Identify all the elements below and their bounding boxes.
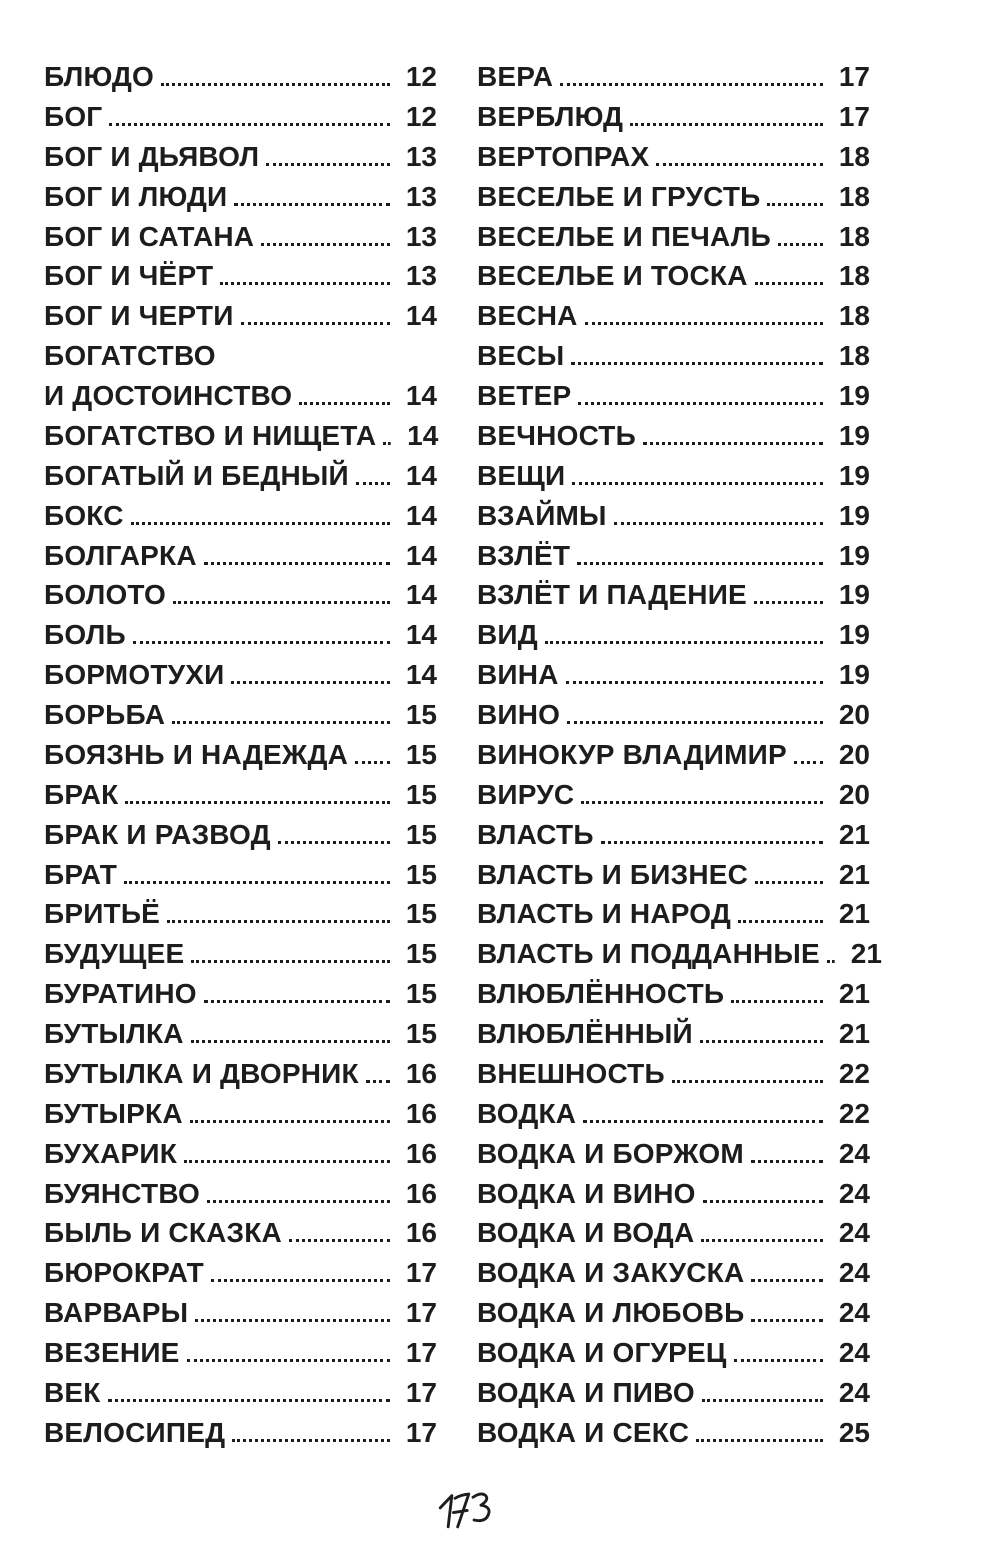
toc-entry-row	[477, 735, 870, 775]
toc-entry-label: БУТЫЛКА И ДВОРНИК	[44, 1057, 359, 1089]
dot-leader	[204, 1000, 390, 1003]
toc-entry-label: ВЕЩИ	[477, 459, 566, 491]
toc-entry-page-number: 14	[405, 459, 437, 491]
dot-leader	[794, 761, 823, 764]
toc-entry-page-number: 14	[405, 579, 437, 611]
toc-entry-label: ВЛАСТЬ И НАРОД	[477, 898, 732, 930]
toc-entry-page-number: 17	[838, 61, 870, 92]
toc-entry-label: ВЕЛОСИПЕД	[44, 1416, 226, 1448]
toc-entry-row	[477, 536, 870, 576]
dot-leader	[545, 641, 823, 644]
handwritten-173-glyphs	[436, 1489, 510, 1533]
dot-leader	[571, 362, 823, 365]
dot-leader	[751, 1279, 823, 1282]
toc-entry-page-number: 13	[405, 180, 437, 212]
toc-entry-label: БОГ И ДЬЯВОЛ	[44, 140, 260, 172]
toc-entry-row	[44, 376, 437, 416]
toc-entry-row	[477, 974, 870, 1014]
toc-entry-page-number: 15	[405, 778, 437, 810]
dot-leader	[241, 322, 390, 325]
toc-entry-page-number: 24	[838, 1137, 870, 1169]
dot-leader	[383, 442, 391, 445]
toc-entry-row	[477, 1054, 870, 1094]
toc-entry-row	[477, 336, 870, 376]
toc-entry-row	[44, 256, 437, 296]
dot-leader	[173, 601, 390, 604]
toc-entry-page-number: 24	[838, 1257, 870, 1289]
toc-entry-page-number: 24	[838, 1337, 870, 1368]
toc-entry-label: ВОДКА И СЕКС	[477, 1416, 690, 1448]
dot-leader	[696, 1439, 823, 1442]
toc-entry-page-number: 19	[838, 499, 870, 531]
toc-entry-row	[44, 655, 437, 695]
dot-leader	[578, 402, 823, 405]
dot-leader	[614, 522, 823, 525]
toc-entry-page-number: 14	[405, 300, 437, 332]
toc-entry-row	[44, 1054, 437, 1094]
toc-entry-page-number: 21	[838, 1018, 870, 1049]
toc-entry-row	[477, 615, 870, 655]
handwritten-page-number	[436, 1489, 510, 1533]
dot-leader	[827, 960, 835, 963]
toc-entry-label: БУДУЩЕЕ	[44, 938, 185, 970]
toc-entry-label: ВЕЗЕНИЕ	[44, 1337, 180, 1368]
toc-entry-label: ВОДКА И ПИВО	[477, 1376, 695, 1408]
dot-leader	[124, 881, 390, 884]
dot-leader	[172, 721, 390, 724]
toc-entry-row	[477, 575, 870, 615]
toc-entry-label: ВЛАСТЬ И БИЗНЕС	[477, 858, 749, 890]
toc-entry-row	[477, 1213, 870, 1253]
toc-entry-label: ВЛЮБЛЁННЫЙ	[477, 1018, 693, 1049]
toc-entry-row	[477, 177, 870, 217]
toc-entry-page-number: 17	[405, 1376, 437, 1408]
toc-entry-row	[44, 815, 437, 855]
dot-leader	[703, 1200, 823, 1203]
toc-entry-label: ВЛЮБЛЁННОСТЬ	[477, 978, 725, 1010]
toc-entry-label: ВЕРБЛЮД	[477, 100, 624, 132]
dot-leader	[572, 482, 823, 485]
toc-entry-page-number: 20	[838, 699, 870, 730]
toc-entry-label: БЛЮДО	[44, 61, 154, 92]
toc-entry-label: ВОДКА И ВИНО	[477, 1177, 696, 1209]
toc-entry-label: БОКС	[44, 499, 124, 531]
dot-leader	[702, 1399, 823, 1402]
toc-entry-page-number: 21	[838, 818, 870, 850]
toc-entry-page-number: 14	[407, 419, 439, 451]
dot-leader	[751, 1160, 823, 1163]
toc-entry-row	[44, 456, 437, 496]
toc-entry-label: БОГ И ЛЮДИ	[44, 180, 228, 212]
toc-entry-row	[477, 775, 870, 815]
dot-leader	[778, 243, 823, 246]
toc-entry-page-number: 19	[838, 539, 870, 571]
toc-entry-row	[477, 416, 870, 456]
toc-entry-row	[44, 217, 437, 257]
toc-entry-row	[44, 1373, 437, 1413]
dot-leader	[577, 562, 823, 565]
dot-leader	[234, 203, 390, 206]
toc-entry-page-number: 15	[405, 938, 437, 970]
toc-entry-row	[44, 1094, 437, 1134]
toc-entry-label: БРАК	[44, 778, 119, 810]
dot-leader	[211, 1279, 390, 1282]
toc-entry-page-number: 15	[405, 978, 437, 1010]
dot-leader	[583, 1120, 823, 1123]
dot-leader	[125, 801, 390, 804]
toc-entry-label: БРАТ	[44, 858, 118, 890]
toc-entry-page-number: 21	[838, 978, 870, 1010]
dot-leader	[754, 601, 823, 604]
toc-entry-label: ВЛАСТЬ И ПОДДАННЫЕ	[477, 938, 820, 970]
toc-entry-label: ВАРВАРЫ	[44, 1297, 189, 1329]
toc-entry-row	[477, 1094, 870, 1134]
toc-entry-row	[44, 1253, 437, 1293]
toc-entry-page-number: 14	[405, 499, 437, 531]
toc-entry-label: БОГ И САТАНА	[44, 220, 255, 252]
toc-entry-label: БЫЛЬ И СКАЗКА	[44, 1217, 282, 1249]
toc-entry-row	[477, 1174, 870, 1214]
toc-entry-row	[477, 1373, 870, 1413]
toc-entry-row	[44, 1293, 437, 1333]
toc-entry-page-number: 15	[405, 818, 437, 850]
toc-entry-page-number: 15	[405, 898, 437, 930]
toc-entry-label: ВЕТЕР	[477, 380, 572, 411]
dot-leader	[289, 1239, 390, 1242]
dot-leader	[108, 1399, 390, 1402]
toc-entry-row	[44, 1134, 437, 1174]
dot-leader	[278, 841, 390, 844]
toc-entry-page-number: 15	[405, 699, 437, 730]
toc-entry-row	[44, 735, 437, 775]
toc-entry-page-number: 15	[405, 1018, 437, 1049]
toc-entry-page-number: 14	[405, 659, 437, 691]
toc-entry-page-number: 19	[838, 579, 870, 611]
toc-entry-page-number: 16	[405, 1097, 437, 1129]
toc-entry-label: БУРАТИНО	[44, 978, 197, 1010]
dot-leader	[366, 1080, 390, 1083]
dot-leader	[207, 1200, 390, 1203]
toc-entry-label: БОЛЬ	[44, 619, 126, 651]
toc-column	[477, 57, 882, 1453]
toc-entry-label: ВЕРТОПРАХ	[477, 140, 650, 172]
toc-entry-label: ВЕСЕЛЬЕ И ПЕЧАЛЬ	[477, 220, 771, 252]
toc-entry-label: ВОДКА И БОРЖОМ	[477, 1137, 744, 1169]
toc-entry-row	[44, 775, 437, 815]
dot-leader	[191, 960, 390, 963]
toc-entry-row	[44, 1174, 437, 1214]
toc-entry-row	[44, 615, 437, 655]
dot-leader	[767, 203, 823, 206]
toc-entry-row	[477, 456, 870, 496]
toc-entry-label: ВЗЛЁТ	[477, 539, 571, 571]
toc-entry-row	[44, 855, 437, 895]
toc-entry-row	[44, 974, 437, 1014]
dot-leader	[755, 881, 823, 884]
dot-leader	[643, 442, 823, 445]
toc-entry-row	[44, 496, 437, 536]
dot-leader	[755, 282, 823, 285]
toc-entry-page-number: 24	[838, 1297, 870, 1329]
toc-entry-label: БРАК И РАЗВОД	[44, 818, 271, 850]
toc-entry-row	[44, 934, 437, 974]
toc-entry-label: ВОДКА	[477, 1097, 577, 1129]
dot-leader	[231, 681, 390, 684]
toc-column	[44, 57, 437, 1453]
dot-leader	[261, 243, 390, 246]
toc-entry-label: ВОДКА И ОГУРЕЦ	[477, 1337, 727, 1368]
toc-entry-label: ВОДКА И ВОДА	[477, 1217, 695, 1249]
toc-entry-row	[477, 855, 870, 895]
dot-leader	[567, 721, 823, 724]
toc-entry-row	[44, 416, 437, 456]
toc-entry-row	[477, 1413, 870, 1453]
toc-entry-row	[477, 376, 870, 416]
toc-entry-label: И ДОСТОИНСТВО	[44, 380, 293, 411]
dot-leader	[356, 482, 390, 485]
dot-leader	[700, 1040, 823, 1043]
toc-entry-label: ВЕК	[44, 1376, 101, 1408]
toc-entry-label: ВЕСЫ	[477, 340, 565, 372]
toc-entry-page-number: 22	[838, 1057, 870, 1089]
toc-entry-label: БОЯЗНЬ И НАДЕЖДА	[44, 738, 349, 770]
dot-leader	[195, 1319, 390, 1322]
toc-entry-label: БОЛОТО	[44, 579, 167, 611]
toc-entry-label: БУТЫЛКА	[44, 1018, 184, 1049]
toc-entry-page-number: 14	[405, 539, 437, 571]
toc-entry-row	[44, 137, 437, 177]
dot-leader	[204, 562, 390, 565]
toc-entry-row	[477, 217, 870, 257]
toc-entry-label: БОЛГАРКА	[44, 539, 197, 571]
dot-leader	[266, 163, 390, 166]
dot-leader	[560, 83, 823, 86]
toc-entry-row	[44, 177, 437, 217]
toc-entry-label: ВЕСНА	[477, 300, 578, 332]
dot-leader	[601, 841, 823, 844]
toc-entry-label: БОГАТСТВО И НИЩЕТА	[44, 419, 377, 451]
toc-entry-label: ВИНО	[477, 699, 561, 730]
toc-entry-page-number: 18	[838, 180, 870, 212]
toc-entry-row	[44, 575, 437, 615]
toc-entry-page-number: 14	[405, 619, 437, 651]
toc-entry-label: БУХАРИК	[44, 1137, 178, 1169]
toc-entry-label: ВЕЧНОСТЬ	[477, 419, 636, 451]
toc-entry-row	[477, 655, 870, 695]
toc-entry-label: БОГАТЫЙ И БЕДНЫЙ	[44, 459, 349, 491]
dot-leader	[355, 761, 390, 764]
dot-leader	[656, 163, 823, 166]
toc-entry-row	[44, 894, 437, 934]
toc-entry-row	[44, 57, 437, 97]
toc-entry-row	[477, 256, 870, 296]
toc-entry-label: ВЛАСТЬ	[477, 818, 594, 850]
dot-leader	[187, 1359, 390, 1362]
toc-entry-label: ВЕСЕЛЬЕ И ТОСКА	[477, 260, 748, 292]
toc-entry-label: БОГ И ЧЕРТИ	[44, 300, 234, 332]
toc-entry-page-number: 18	[838, 220, 870, 252]
toc-entry-row	[477, 1333, 870, 1373]
toc-entry-label: БОГ И ЧЁРТ	[44, 260, 214, 292]
dot-leader	[630, 123, 823, 126]
dot-leader	[738, 920, 823, 923]
toc-entry-label: БУТЫРКА	[44, 1097, 183, 1129]
toc-entry-row	[44, 695, 437, 735]
toc-entry-page-number: 19	[838, 419, 870, 451]
toc-entry-page-number: 17	[405, 1337, 437, 1368]
toc-entry-page-number: 12	[405, 61, 437, 92]
toc-entry-page-number: 17	[838, 100, 870, 132]
toc-entry-page-number: 13	[405, 140, 437, 172]
toc-entry-page-number: 25	[838, 1416, 870, 1448]
toc-entry-page-number: 15	[405, 858, 437, 890]
toc-entry-page-number: 17	[405, 1297, 437, 1329]
toc-entry-row	[477, 57, 870, 97]
dot-leader	[220, 282, 390, 285]
dot-leader	[731, 1000, 823, 1003]
toc-entry-row	[477, 695, 870, 735]
toc-entry-label: ВИНОКУР ВЛАДИМИР	[477, 738, 787, 770]
toc-entry-label: БОГ	[44, 100, 103, 132]
toc-entry-page-number: 19	[838, 659, 870, 691]
toc-entry-label: ВОДКА И ЛЮБОВЬ	[477, 1297, 745, 1329]
toc-entry-page-number: 20	[838, 778, 870, 810]
dot-leader	[184, 1160, 390, 1163]
toc-entry-row	[44, 1333, 437, 1373]
dot-leader	[109, 123, 390, 126]
toc-entry-label: БОГАТСТВО	[44, 340, 216, 372]
table-of-contents	[44, 57, 882, 1453]
toc-entry-label: ВИД	[477, 619, 538, 651]
toc-entry-label: ВИНА	[477, 659, 559, 691]
toc-entry-page-number: 18	[838, 140, 870, 172]
toc-entry-row	[477, 1014, 870, 1054]
toc-entry-row	[44, 536, 437, 576]
toc-entry-row	[477, 1253, 870, 1293]
toc-entry-row	[477, 137, 870, 177]
toc-entry-label: ВЗАЙМЫ	[477, 499, 607, 531]
toc-entry-label: ВОДКА И ЗАКУСКА	[477, 1257, 745, 1289]
toc-entry-row	[44, 1213, 437, 1253]
toc-entry-page-number: 19	[838, 380, 870, 411]
dot-leader	[190, 1120, 390, 1123]
toc-entry-row	[477, 815, 870, 855]
toc-entry-label: ВЕСЕЛЬЕ И ГРУСТЬ	[477, 180, 761, 212]
toc-entry-page-number: 21	[850, 938, 882, 970]
toc-entry-page-number: 12	[405, 100, 437, 132]
toc-entry-row	[477, 1134, 870, 1174]
toc-entry-row	[477, 894, 870, 934]
toc-entry-page-number: 14	[405, 380, 437, 411]
toc-entry-page-number: 24	[838, 1376, 870, 1408]
toc-entry-row	[477, 1293, 870, 1333]
toc-entry-row	[44, 296, 437, 336]
dot-leader	[585, 322, 823, 325]
toc-entry-label: БОРМОТУХИ	[44, 659, 225, 691]
toc-entry-page-number: 19	[838, 619, 870, 651]
toc-entry-page-number: 22	[838, 1097, 870, 1129]
dot-leader	[131, 522, 390, 525]
dot-leader	[191, 1040, 390, 1043]
toc-entry-page-number: 21	[838, 858, 870, 890]
toc-entry-label: БЮРОКРАТ	[44, 1257, 204, 1289]
toc-entry-label: БОРЬБА	[44, 699, 166, 730]
toc-entry-page-number: 20	[838, 738, 870, 770]
toc-entry-label: БРИТЬЁ	[44, 898, 161, 930]
toc-entry-row	[44, 336, 437, 376]
toc-entry-row	[44, 97, 437, 137]
toc-entry-page-number: 13	[405, 260, 437, 292]
dot-leader	[161, 83, 390, 86]
toc-entry-label: ВНЕШНОСТЬ	[477, 1057, 665, 1089]
dot-leader	[167, 920, 390, 923]
toc-entry-page-number: 19	[838, 459, 870, 491]
toc-entry-page-number: 16	[405, 1137, 437, 1169]
toc-entry-page-number: 16	[405, 1217, 437, 1249]
toc-entry-page-number: 18	[838, 340, 870, 372]
dot-leader	[581, 801, 823, 804]
toc-entry-page-number: 17	[405, 1257, 437, 1289]
toc-entry-page-number: 24	[838, 1217, 870, 1249]
toc-entry-row	[44, 1014, 437, 1054]
toc-entry-label: ВЗЛЁТ И ПАДЕНИЕ	[477, 579, 747, 611]
dot-leader	[299, 402, 390, 405]
dot-leader	[751, 1319, 823, 1322]
toc-entry-page-number: 17	[405, 1416, 437, 1448]
toc-entry-page-number: 18	[838, 260, 870, 292]
dot-leader	[701, 1239, 823, 1242]
dot-leader	[232, 1439, 390, 1442]
toc-entry-label: ВЕРА	[477, 61, 554, 92]
toc-entry-label: ВИРУС	[477, 778, 575, 810]
toc-entry-page-number: 18	[838, 300, 870, 332]
dot-leader	[734, 1359, 823, 1362]
toc-entry-page-number: 21	[838, 898, 870, 930]
toc-entry-row	[477, 934, 882, 974]
dot-leader	[672, 1080, 823, 1083]
toc-entry-page-number: 16	[405, 1177, 437, 1209]
toc-entry-row	[44, 1413, 437, 1453]
toc-entry-row	[477, 296, 870, 336]
toc-entry-page-number: 16	[405, 1057, 437, 1089]
toc-entry-row	[477, 496, 870, 536]
toc-entry-page-number: 13	[405, 220, 437, 252]
dot-leader	[133, 641, 390, 644]
toc-entry-page-number: 24	[838, 1177, 870, 1209]
toc-entry-page-number: 15	[405, 738, 437, 770]
toc-entry-label: БУЯНСТВО	[44, 1177, 201, 1209]
dot-leader	[566, 681, 823, 684]
toc-entry-row	[477, 97, 870, 137]
